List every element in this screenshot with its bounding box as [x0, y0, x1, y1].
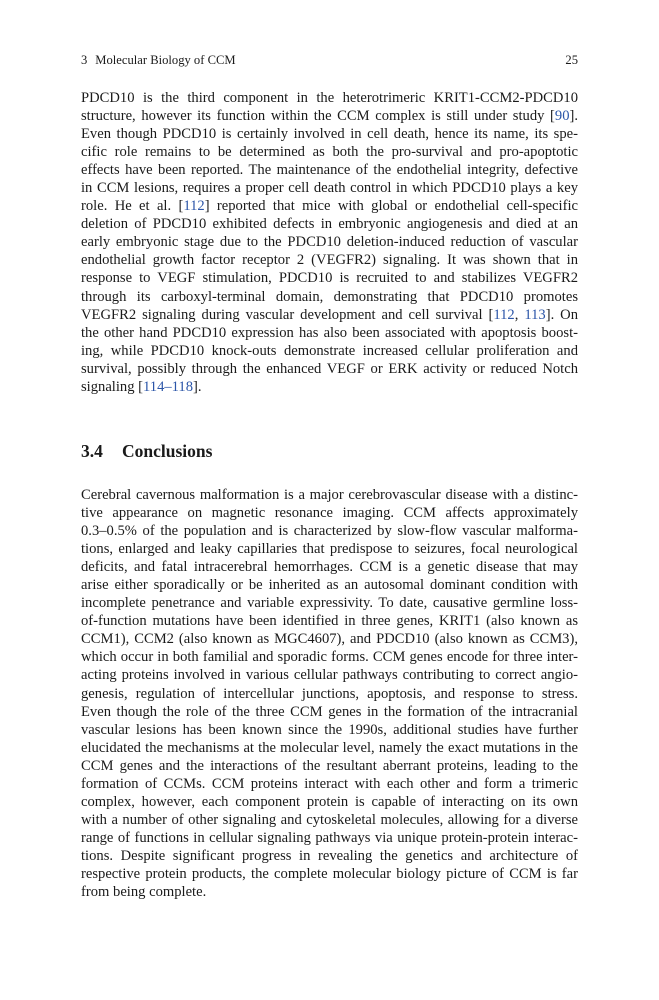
chapter-number: 3 — [81, 53, 88, 67]
text-line: deficits, and fatal intracerebral hemorrhages. CCM is a genetic disease that may — [81, 559, 578, 576]
text-line: incomplete penetrance and variable expressivity. To date, causative germline loss- — [81, 595, 578, 612]
text-line: CCM genes and the interactions of the resultant aberrant proteins, leading to the — [81, 757, 578, 774]
line-text: structure, however its function within the CCM complex is still under study [ — [81, 108, 555, 125]
citation-link[interactable]: 114–118 — [143, 378, 194, 395]
text-line: vascular lesions has been known since the 1990s, additional studies have further — [81, 721, 578, 738]
running-head — [81, 51, 578, 69]
text-line: arise either sporadically or be inherited as an autosomal dominant condition with — [81, 577, 578, 594]
text-line: 0.3–0.5% of the population and is characterized by slow-flow vascular malforma- — [81, 523, 578, 540]
text-line: in CCM lesions, requires a proper cell death control in which PDCD10 plays a key — [81, 180, 578, 197]
line-text: ]. — [569, 108, 578, 125]
text-line: early embryonic stage due to the PDCD10 deletion-induced reduction of vascular — [81, 234, 578, 251]
text-line: endothelial growth factor receptor 2 (VEGFR2) signaling. It was shown that in — [81, 252, 578, 269]
text-line: Cerebral cavernous malformation is a major cerebrovascular disease with a distinc- — [81, 487, 578, 503]
text-line: ing, while PDCD10 knock-outs demonstrate increased cellular proliferation and — [81, 342, 578, 359]
running-head-chapter — [81, 51, 236, 69]
text-line: range of functions in cellular signaling pathways via unique protein-protein interac- — [81, 829, 578, 846]
citation-link[interactable]: 112 — [183, 198, 205, 215]
chapter-title: Molecular Biology of CCM — [95, 53, 236, 67]
text-line: Even though PDCD10 is certainly involved in cell death, hence its name, its spe- — [81, 126, 578, 143]
text-line: response to VEGF stimulation, PDCD10 is recruited to and stabilizes VEGFR2 — [81, 270, 578, 287]
text-line: acting proteins involved in various cellular pathways contributing to correct angio- — [81, 667, 578, 684]
text-line — [81, 378, 578, 396]
paragraph-conclusions — [81, 486, 578, 901]
section-heading — [81, 440, 212, 462]
text-line: of-function mutations have been identified in three genes, KRIT1 (also known as — [81, 613, 578, 630]
text-line: tions. Despite significant progress in revealing the genetics and architecture of — [81, 847, 578, 864]
text-line: complex, however, each component protein is capable of interacting on its own — [81, 793, 578, 810]
text-line: deletion of PDCD10 exhibited defects in embryonic angiogenesis and died at an — [81, 216, 578, 233]
text-line: which occur in both familial and sporadic forms. CCM genes encode for three inter- — [81, 649, 578, 666]
text-line: from being complete. — [81, 884, 207, 901]
section-number: 3.4 — [81, 441, 103, 461]
paragraph-pdcd10 — [81, 89, 578, 396]
line-text: ] reported that mice with global or endothelial cell-specific — [204, 198, 578, 215]
text-line: through its carboxyl-terminal domain, demonstrating that PDCD10 promotes — [81, 288, 578, 305]
line-text: signaling [ — [81, 378, 144, 395]
text-line: survival, possibly through the enhanced VEGF or ERK activity or reduced Notch — [81, 360, 578, 377]
text-line: the other hand PDCD10 expression has also been associated with apoptosis boost- — [81, 324, 578, 341]
line-text: role. He et al. [ — [81, 198, 184, 215]
page-number: 25 — [565, 53, 578, 67]
line-text: , — [514, 306, 525, 323]
text-line: formation of CCMs. CCM proteins interact with each other and form a trimeric — [81, 775, 578, 792]
book-page — [81, 0, 578, 1000]
text-line: effects have been reported. The maintenance of the endothelial integrity, defective — [81, 162, 578, 179]
text-line — [81, 306, 578, 324]
text-line: CCM1), CCM2 (also known as MGC4607), and PDCD10 (also known as CCM3), — [81, 631, 578, 648]
section-title: Conclusions — [122, 441, 213, 461]
line-text: ]. On — [545, 306, 578, 323]
text-line: Even though the role of the three CCM genes in the formation of the intracranial — [81, 703, 578, 720]
text-line: PDCD10 is the third component in the heterotrimeric KRIT1-CCM2-PDCD10 — [81, 90, 578, 106]
line-text: ]. — [193, 378, 202, 395]
text-line — [81, 107, 578, 125]
text-line: tive appearance on magnetic resonance imaging. CCM affects approximately — [81, 505, 578, 522]
text-line: tions, enlarged and leaky capillaries that predispose to seizures, focal neurological — [81, 541, 578, 558]
citation-link[interactable]: 90 — [554, 108, 570, 125]
citation-link[interactable]: 112 — [493, 306, 515, 323]
text-line: cific role remains to be determined as both the pro-survival and pro-apoptotic — [81, 144, 578, 161]
text-line — [81, 197, 578, 215]
line-text: VEGFR2 signaling during vascular development and cell survival [ — [81, 306, 494, 323]
text-line: genesis, regulation of intercellular junctions, apoptosis, and response to stress. — [81, 685, 578, 702]
text-line: with a number of other signaling and cytoskeletal molecules, allowing for a diverse — [81, 811, 578, 828]
text-line: elucidated the mechanisms at the molecular level, namely the exact mutations in the — [81, 739, 578, 756]
text-line: respective protein products, the complete molecular biology picture of CCM is far — [81, 865, 578, 882]
citation-link[interactable]: 113 — [524, 306, 546, 323]
